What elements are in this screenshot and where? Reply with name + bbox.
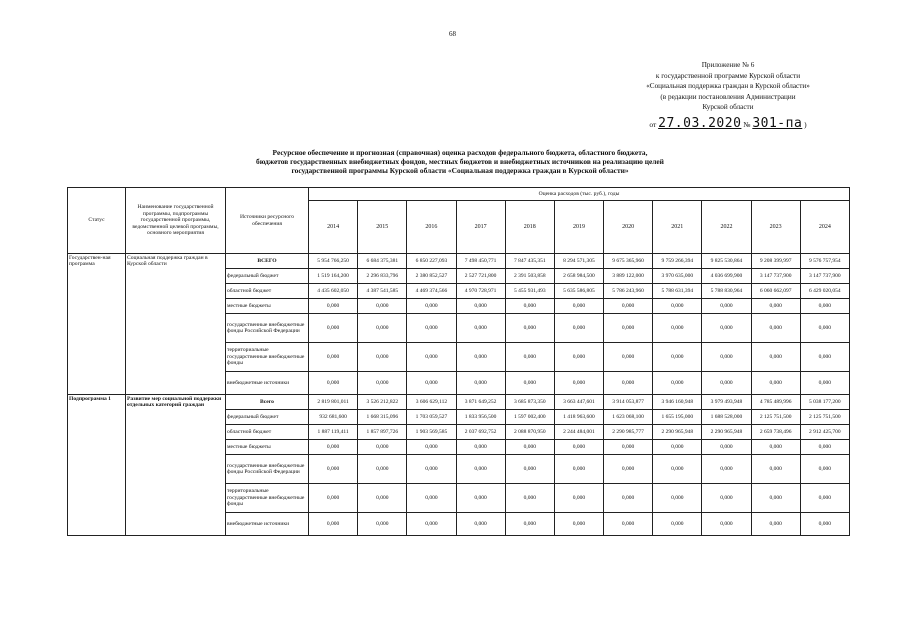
value-cell: 0,000 xyxy=(456,455,505,484)
appendix-line: Курской области xyxy=(702,103,754,111)
value-cell: 5 038 177,200 xyxy=(800,395,849,410)
value-cell: 0,000 xyxy=(456,372,505,395)
title-line: бюджетов государственных внебюджетных фондов, местных бюджетов и внебюджетных источников на реализацию целей xyxy=(256,157,664,166)
value-cell: 0,000 xyxy=(800,372,849,395)
appendix-block xyxy=(598,60,858,130)
year-header: 2018 xyxy=(505,201,554,254)
value-cell: 2 037 692,752 xyxy=(456,425,505,440)
year-header: 2022 xyxy=(702,201,751,254)
document-title xyxy=(150,148,770,175)
source-cell: ВСЕГО xyxy=(226,254,309,269)
value-cell: 0,000 xyxy=(505,343,554,372)
value-cell: 0,000 xyxy=(505,314,554,343)
value-cell: 6 060 662,097 xyxy=(751,284,800,299)
value-cell: 5 455 931,493 xyxy=(505,284,554,299)
value-cell: 0,000 xyxy=(358,299,407,314)
source-cell: внебюджетные источники xyxy=(226,372,309,395)
value-cell: 0,000 xyxy=(751,343,800,372)
year-header: 2015 xyxy=(358,201,407,254)
value-cell: 3 871 649,252 xyxy=(456,395,505,410)
value-cell: 0,000 xyxy=(407,513,456,536)
value-cell: 0,000 xyxy=(505,484,554,513)
value-cell: 0,000 xyxy=(358,455,407,484)
value-cell: 0,000 xyxy=(702,314,751,343)
value-cell: 0,000 xyxy=(358,513,407,536)
value-cell: 0,000 xyxy=(407,343,456,372)
source-cell: внебюджетные источники xyxy=(226,513,309,536)
title-line: государственной программы Курской области «Социальная поддержка граждан в Курской области» xyxy=(291,166,629,175)
value-cell: 6 429 020,054 xyxy=(800,284,849,299)
value-cell: 4 970 728,971 xyxy=(456,284,505,299)
value-cell: 2 244 484,001 xyxy=(554,425,603,440)
value-cell: 0,000 xyxy=(554,343,603,372)
value-cell: 9 759 266,394 xyxy=(653,254,702,269)
source-cell: областной бюджет xyxy=(226,284,309,299)
value-cell: 0,000 xyxy=(456,440,505,455)
value-cell: 0,000 xyxy=(653,440,702,455)
order-date: 27.03.2020 xyxy=(658,115,742,131)
source-cell: территориальные государственные внебюджетные фонды xyxy=(226,484,309,513)
header-estimate: Оценка расходов (тыс. руб.), годы xyxy=(309,188,850,201)
value-cell: 0,000 xyxy=(604,484,653,513)
value-cell: 9 675 365,960 xyxy=(604,254,653,269)
source-cell: территориальные государственные внебюджетные фонды xyxy=(226,343,309,372)
value-cell: 0,000 xyxy=(604,440,653,455)
year-header: 2014 xyxy=(309,201,358,254)
value-cell: 0,000 xyxy=(751,314,800,343)
year-header: 2016 xyxy=(407,201,456,254)
value-cell: 0,000 xyxy=(702,372,751,395)
value-cell: 2 912 425,700 xyxy=(800,425,849,440)
value-cell: 2 290 965,948 xyxy=(653,425,702,440)
value-cell: 3 526 212,822 xyxy=(358,395,407,410)
value-cell: 0,000 xyxy=(702,484,751,513)
value-cell: 1 688 528,000 xyxy=(702,410,751,425)
value-cell: 0,000 xyxy=(358,440,407,455)
value-cell: 0,000 xyxy=(800,440,849,455)
value-cell: 2 819 801,011 xyxy=(309,395,358,410)
value-cell: 0,000 xyxy=(505,299,554,314)
value-cell: 3 663 447,601 xyxy=(554,395,603,410)
value-cell: 0,000 xyxy=(505,440,554,455)
value-cell: 0,000 xyxy=(505,455,554,484)
value-cell: 0,000 xyxy=(653,372,702,395)
value-cell: 2 290 985,777 xyxy=(604,425,653,440)
program-name-cell: Развитие мер социальной поддержки отдельных категорий граждан xyxy=(126,395,226,536)
value-cell: 0,000 xyxy=(751,299,800,314)
status-cell: Подпрограмма 1 xyxy=(68,395,126,536)
value-cell: 2 125 751,500 xyxy=(751,410,800,425)
value-cell: 0,000 xyxy=(800,484,849,513)
value-cell: 5 635 586,805 xyxy=(554,284,603,299)
value-cell: 5 954 766,250 xyxy=(309,254,358,269)
value-cell: 0,000 xyxy=(604,343,653,372)
value-cell: 2 658 984,500 xyxy=(554,269,603,284)
title-line: Ресурсное обеспечение и прогнозная (справочная) оценка расходов федерального бюджета, областного бюджета, xyxy=(272,148,648,157)
value-cell: 0,000 xyxy=(751,455,800,484)
value-cell: 1 418 963,600 xyxy=(554,410,603,425)
value-cell: 0,000 xyxy=(407,455,456,484)
year-header: 2024 xyxy=(800,201,849,254)
header-source: Источники ресурсного обеспечения xyxy=(226,188,309,254)
year-header: 2017 xyxy=(456,201,505,254)
value-cell: 2 380 852,527 xyxy=(407,269,456,284)
value-cell: 2 391 503,858 xyxy=(505,269,554,284)
order-line xyxy=(598,115,858,131)
source-cell: областной бюджет xyxy=(226,425,309,440)
value-cell: 3 147 737,900 xyxy=(751,269,800,284)
value-cell: 0,000 xyxy=(751,484,800,513)
value-cell: 0,000 xyxy=(751,513,800,536)
value-cell: 0,000 xyxy=(358,343,407,372)
order-number-label: № xyxy=(743,119,751,129)
value-cell: 0,000 xyxy=(800,455,849,484)
page-number: 68 xyxy=(449,30,456,38)
value-cell: 3 889 122,000 xyxy=(604,269,653,284)
source-cell: местные бюджеты xyxy=(226,299,309,314)
value-cell: 2 088 870,950 xyxy=(505,425,554,440)
value-cell: 4 435 602,050 xyxy=(309,284,358,299)
source-cell: Всего xyxy=(226,395,309,410)
value-cell: 0,000 xyxy=(653,343,702,372)
value-cell: 0,000 xyxy=(702,299,751,314)
value-cell: 4 469 374,566 xyxy=(407,284,456,299)
value-cell: 3 147 737,900 xyxy=(800,269,849,284)
year-header: 2020 xyxy=(604,201,653,254)
appendix-line: «Социальная поддержка граждан в Курской области» xyxy=(646,82,810,90)
value-cell: 0,000 xyxy=(604,513,653,536)
value-cell: 0,000 xyxy=(309,314,358,343)
value-cell: 0,000 xyxy=(358,484,407,513)
value-cell: 1 703 059,527 xyxy=(407,410,456,425)
value-cell: 0,000 xyxy=(702,343,751,372)
value-cell: 0,000 xyxy=(309,343,358,372)
value-cell: 0,000 xyxy=(554,372,603,395)
value-cell: 1 519 164,200 xyxy=(309,269,358,284)
value-cell: 4 785 489,996 xyxy=(751,395,800,410)
value-cell: 0,000 xyxy=(407,484,456,513)
value-cell: 0,000 xyxy=(456,484,505,513)
value-cell: 0,000 xyxy=(800,299,849,314)
value-cell: 0,000 xyxy=(456,513,505,536)
value-cell: 2 527 721,800 xyxy=(456,269,505,284)
order-number: 301-па xyxy=(752,115,803,131)
value-cell: 1 903 569,585 xyxy=(407,425,456,440)
value-cell: 0,000 xyxy=(554,513,603,536)
header-name: Наименование государственной программы, подпрограммы государственной программы, ведомственной целевой программы, основного мероприятия xyxy=(126,188,226,254)
value-cell: 0,000 xyxy=(407,372,456,395)
value-cell: 0,000 xyxy=(702,440,751,455)
value-cell: 1 833 956,500 xyxy=(456,410,505,425)
value-cell: 3 970 635,000 xyxy=(653,269,702,284)
status-cell: Государствен-ная программа xyxy=(68,254,126,395)
value-cell: 2 296 833,796 xyxy=(358,269,407,284)
source-cell: федеральный бюджет xyxy=(226,269,309,284)
year-header: 2019 xyxy=(554,201,603,254)
value-cell: 0,000 xyxy=(554,314,603,343)
value-cell: 9 825 530,864 xyxy=(702,254,751,269)
value-cell: 0,000 xyxy=(800,343,849,372)
value-cell: 0,000 xyxy=(407,299,456,314)
value-cell: 0,000 xyxy=(554,440,603,455)
value-cell: 2 659 738,496 xyxy=(751,425,800,440)
value-cell: 4 387 541,585 xyxy=(358,284,407,299)
value-cell: 0,000 xyxy=(653,484,702,513)
value-cell: 0,000 xyxy=(800,513,849,536)
value-cell: 0,000 xyxy=(604,455,653,484)
value-cell: 5 788 830,964 xyxy=(702,284,751,299)
value-cell: 6 850 227,093 xyxy=(407,254,456,269)
value-cell: 0,000 xyxy=(407,314,456,343)
value-cell: 0,000 xyxy=(702,455,751,484)
value-cell: 0,000 xyxy=(358,314,407,343)
value-cell: 932 681,600 xyxy=(309,410,358,425)
year-header: 2023 xyxy=(751,201,800,254)
value-cell: 1 597 002,400 xyxy=(505,410,554,425)
value-cell: 0,000 xyxy=(309,513,358,536)
value-cell: 0,000 xyxy=(554,299,603,314)
order-closing: ) xyxy=(804,119,807,129)
value-cell: 0,000 xyxy=(604,372,653,395)
value-cell: 0,000 xyxy=(407,440,456,455)
table-row xyxy=(68,254,850,269)
value-cell: 2 290 965,948 xyxy=(702,425,751,440)
value-cell: 9 576 757,954 xyxy=(800,254,849,269)
value-cell: 3 606 629,112 xyxy=(407,395,456,410)
value-cell: 4 036 699,900 xyxy=(702,269,751,284)
table-body xyxy=(68,254,850,536)
value-cell: 0,000 xyxy=(309,299,358,314)
value-cell: 1 655 195,000 xyxy=(653,410,702,425)
value-cell: 3 685 873,350 xyxy=(505,395,554,410)
value-cell: 0,000 xyxy=(800,314,849,343)
program-name-cell: Социальная поддержка граждан в Курской области xyxy=(126,254,226,395)
value-cell: 0,000 xyxy=(456,314,505,343)
appendix-line: (в редакции постановления Администрации xyxy=(660,92,796,101)
value-cell: 8 294 571,305 xyxy=(554,254,603,269)
value-cell: 0,000 xyxy=(309,455,358,484)
value-cell: 6 684 375,381 xyxy=(358,254,407,269)
value-cell: 1 623 068,100 xyxy=(604,410,653,425)
resource-table xyxy=(67,187,850,536)
value-cell: 5 788 631,394 xyxy=(653,284,702,299)
value-cell: 0,000 xyxy=(751,440,800,455)
value-cell: 1 668 315,096 xyxy=(358,410,407,425)
value-cell: 1 857 897,726 xyxy=(358,425,407,440)
source-cell: федеральный бюджет xyxy=(226,410,309,425)
value-cell: 0,000 xyxy=(309,484,358,513)
value-cell: 0,000 xyxy=(456,299,505,314)
value-cell: 0,000 xyxy=(751,372,800,395)
value-cell: 0,000 xyxy=(554,484,603,513)
value-cell: 7 498 450,771 xyxy=(456,254,505,269)
value-cell: 1 887 119,411 xyxy=(309,425,358,440)
table-row xyxy=(68,395,850,410)
header-status: Статус xyxy=(68,188,126,254)
value-cell: 0,000 xyxy=(309,372,358,395)
value-cell: 0,000 xyxy=(604,299,653,314)
value-cell: 0,000 xyxy=(653,455,702,484)
value-cell: 0,000 xyxy=(604,314,653,343)
value-cell: 5 786 243,960 xyxy=(604,284,653,299)
value-cell: 0,000 xyxy=(309,440,358,455)
value-cell: 0,000 xyxy=(358,372,407,395)
value-cell: 0,000 xyxy=(653,513,702,536)
source-cell: государственные внебюджетные фонды Российской Федерации xyxy=(226,455,309,484)
source-cell: государственные внебюджетные фонды Российской Федерации xyxy=(226,314,309,343)
order-from-label: от xyxy=(649,119,657,129)
source-cell: местные бюджеты xyxy=(226,440,309,455)
value-cell: 3 914 053,877 xyxy=(604,395,653,410)
value-cell: 0,000 xyxy=(505,372,554,395)
value-cell: 0,000 xyxy=(702,513,751,536)
value-cell: 0,000 xyxy=(653,314,702,343)
appendix-line: к государственной программе Курской области xyxy=(655,71,801,80)
value-cell: 0,000 xyxy=(505,513,554,536)
value-cell: 3 979 493,948 xyxy=(702,395,751,410)
value-cell: 3 946 160,948 xyxy=(653,395,702,410)
appendix-line: Приложение № 6 xyxy=(701,61,755,69)
value-cell: 0,000 xyxy=(554,455,603,484)
value-cell: 0,000 xyxy=(456,343,505,372)
value-cell: 2 125 751,500 xyxy=(800,410,849,425)
value-cell: 0,000 xyxy=(653,299,702,314)
value-cell: 9 208 399,997 xyxy=(751,254,800,269)
year-header: 2021 xyxy=(653,201,702,254)
value-cell: 7 847 435,351 xyxy=(505,254,554,269)
